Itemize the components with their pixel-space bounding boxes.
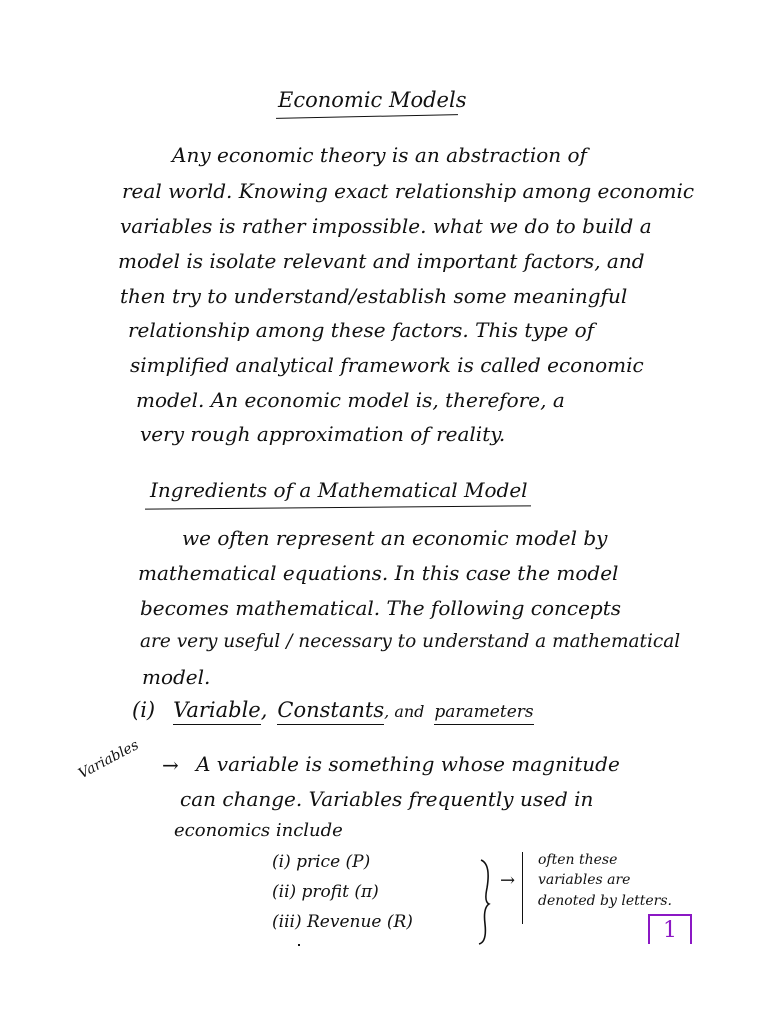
example-item: (iii) Revenue (R) [272,912,413,932]
comma: , [260,698,268,722]
paragraph1-line: model is isolate relevant and important factors, and [118,249,645,273]
paragraph2-line: are very useful / necessary to understand a mathematical [140,631,681,652]
paragraph1-line: real world. Knowing exact relationship among economic [122,179,695,203]
note-line: often these [538,852,618,868]
concepts-heading [132,698,534,725]
note-line: denoted by letters. [538,893,672,909]
variable-term: Variable [173,698,261,725]
paragraph1-line: simplified analytical framework is called economic [130,353,644,377]
paragraph1-line: Any economic theory is an abstraction of [172,143,587,167]
paragraph1-line: very rough approximation of reality. [140,422,506,446]
paragraph1-line: relationship among these factors. This type of [128,318,595,342]
list-number: (i) [132,698,156,722]
ink-dot [298,944,300,946]
paragraph2-line: we often represent an economic model by [182,526,608,550]
definition-line: A variable is something whose magnitude [196,752,620,776]
definition-line: can change. Variables frequently used in [180,787,594,811]
variables-side-label: Variables [76,737,142,783]
note-arrow-icon: → [500,870,516,891]
note-line: variables are [538,872,631,888]
example-item: (ii) profit (π) [272,882,379,902]
right-brace-icon [475,858,497,946]
parameters-term: parameters [434,702,533,725]
and-word: , and [384,702,425,721]
paragraph1-line: variables is rather impossible. what we do to build a [120,214,652,238]
right-arrow-icon: → [162,753,179,777]
constants-term: Constants [277,698,384,725]
paragraph1-line: then try to understand/establish some meaningful [120,284,628,308]
title-underline [276,114,458,119]
paragraph2-line: becomes mathematical. The following concepts [140,596,622,620]
paragraph1-line: model. An economic model is, therefore, a [136,388,565,412]
section-heading: Ingredients of a Mathematical Model [150,478,528,502]
note-divider [522,852,523,924]
example-item: (i) price (P) [272,852,371,872]
heading-underline [145,505,531,509]
page-number: 1 [648,914,692,944]
paragraph2-line: model. [142,665,211,689]
definition-line: economics include [174,820,343,841]
page-title: Economic Models [278,88,467,112]
paragraph2-line: mathematical equations. In this case the model [138,561,619,585]
